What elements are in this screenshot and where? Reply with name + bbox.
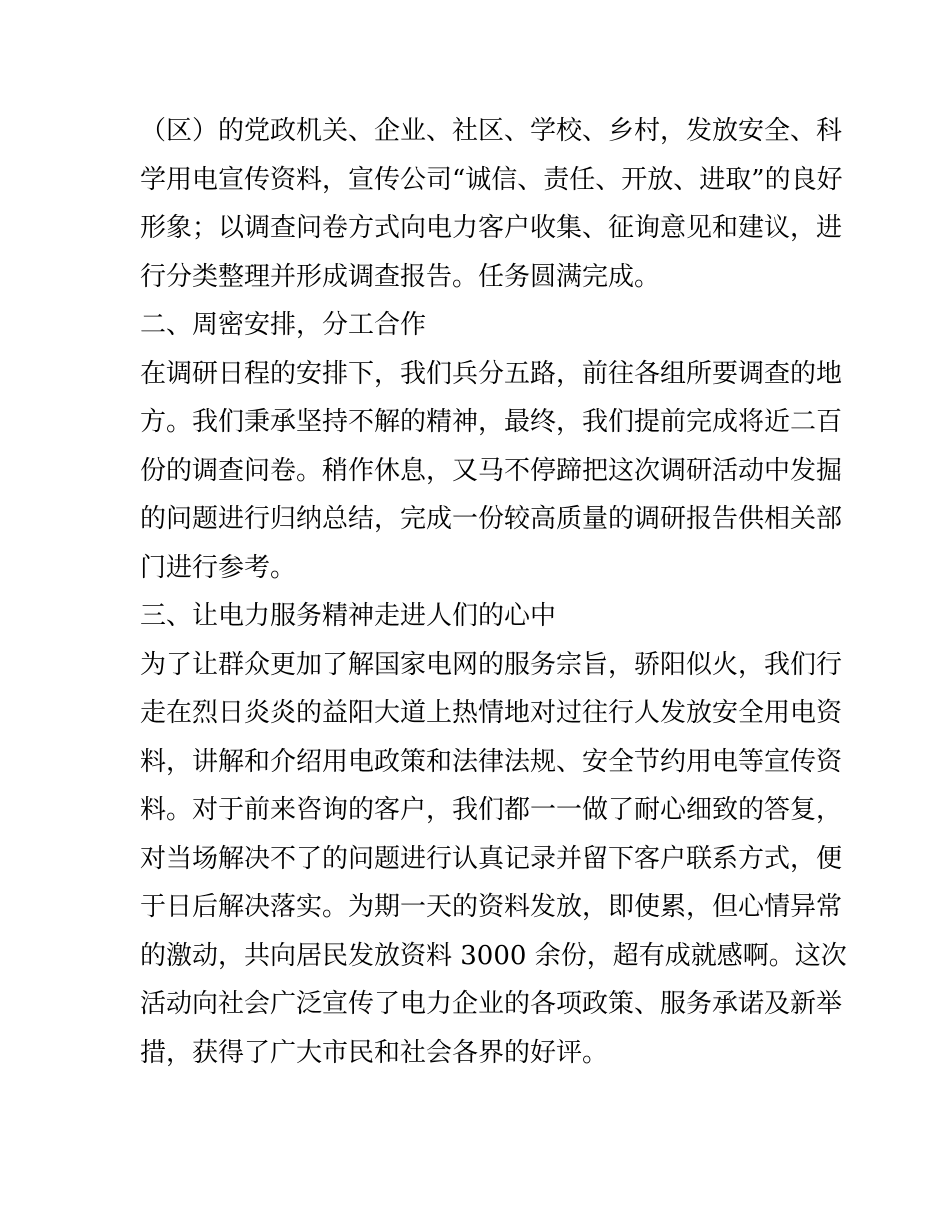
section-heading: 三、让电力服务精神走进人们的心中 [140, 601, 557, 631]
text-line: 于日后解决落实。为期一天的资料发放，即使累，但心情异常 [140, 892, 843, 922]
text-line: 措，获得了广大市民和社会各界的好评。 [140, 1037, 609, 1068]
text-line: 门进行参考。 [140, 552, 297, 583]
text-line: 的激动，共向居民发放资料 3000 余份，超有成就感啊。这次 [140, 940, 847, 971]
text-line: 料，讲解和介绍用电政策和法律法规、安全节约用电等宣传资 [140, 746, 843, 777]
text-line: 在调研日程的安排下，我们兵分五路，前往各组所要调查的地 [140, 358, 843, 389]
text-line: 形象；以调查问卷方式向电力客户收集、征询意见和建议，进 [140, 213, 843, 243]
text-line: 料。对于前来咨询的客户，我们都一一做了耐心细致的答复， [140, 795, 843, 825]
section-heading: 二、周密安排，分工合作 [140, 310, 427, 340]
text-line: （区）的党政机关、企业、社区、学校、乡村，发放安全、科 [140, 116, 843, 146]
text-line: 为了让群众更加了解国家电网的服务宗旨，骄阳似火，我们行 [140, 649, 843, 680]
text-line: 方。我们秉承坚持不解的精神，最终，我们提前完成将近二百 [140, 407, 843, 437]
text-line: 行分类整理并形成调查报告。任务圆满完成。 [140, 261, 661, 292]
text-line: 活动向社会广泛宣传了电力企业的各项政策、服务承诺及新举 [140, 989, 843, 1019]
text-line: 走在烈日炎炎的益阳大道上热情地对过往行人发放安全用电资 [140, 698, 843, 728]
text-line: 对当场解决不了的问题进行认真记录并留下客户联系方式，便 [140, 843, 843, 874]
document-body [140, 107, 847, 1077]
text-line: 的问题进行归纳总结，完成一份较高质量的调研报告供相关部 [140, 504, 843, 534]
text-line: 学用电宣传资料，宣传公司“诚信、责任、开放、进取”的良好 [140, 164, 843, 195]
text-line: 份的调查问卷。稍作休息，又马不停蹄把这次调研活动中发掘 [140, 455, 843, 486]
